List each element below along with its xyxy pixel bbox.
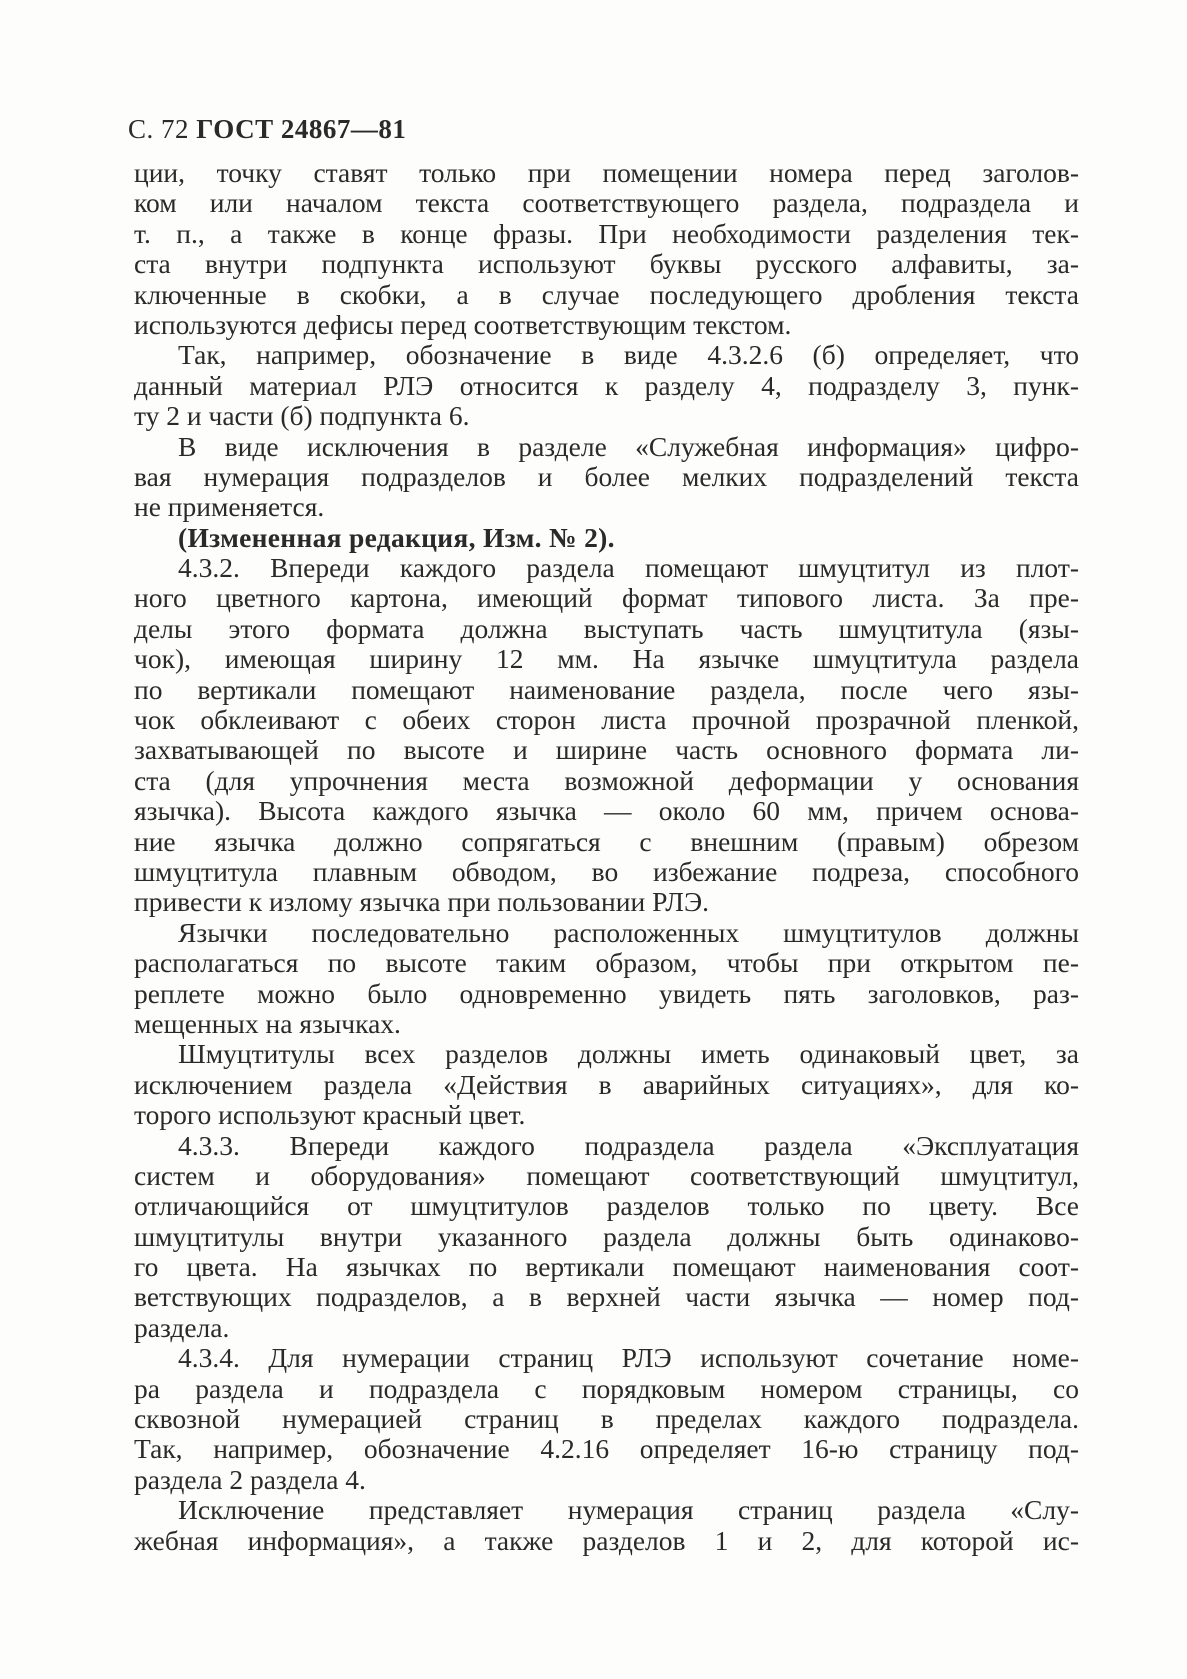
text-line: вая нумерация подразделов и более мелких подразделений текста (134, 460, 1079, 492)
text-line: 4.3.4. Для нумерации страниц РЛЭ используют сочетание номе- (178, 1342, 1079, 1374)
text-line: чок), имеющая ширину 12 мм. На язычке шмуцтитула раздела (134, 643, 1079, 675)
text-line: Шмуцтитулы всех разделов должны иметь одинаковый цвет, за (178, 1038, 1079, 1070)
text-line: Так, например, обозначение 4.2.16 определяет 16-ю страницу под- (134, 1433, 1079, 1465)
text-line: ста (для упрочнения места возможной деформации у основания (134, 764, 1079, 796)
text-line: В виде исключения в разделе «Служебная информация» цифро- (178, 430, 1079, 462)
text-line: привести к излому язычка при пользовании РЛЭ. (134, 886, 709, 918)
text-line: сквозной нумерацией страниц в пределах каждого подраздела. (134, 1403, 1079, 1435)
text-line: располагаться по высоте таким образом, чтобы при открытом пе- (134, 947, 1079, 979)
text-line: систем и оборудования» помещают соответствующий шмуцтитул, (134, 1159, 1079, 1191)
text-line: по вертикали помещают наименование раздела, после чего язы- (134, 673, 1079, 705)
text-line: 4.3.3. Впереди каждого подраздела раздела «Эксплуатация (178, 1129, 1079, 1161)
text-line: ту 2 и части (б) подпункта 6. (134, 400, 470, 432)
text-line: исключением раздела «Действия в аварийных ситуациях», для ко- (134, 1068, 1079, 1100)
text-line: ветствующих подразделов, а в верхней части язычка — номер под- (134, 1281, 1079, 1313)
text-line: данный материал РЛЭ относится к разделу 4, подразделу 3, пунк- (134, 369, 1079, 401)
text-line: жебная информация», а также разделов 1 и 2, для которой ис- (134, 1524, 1079, 1556)
text-line: шмуцтитула плавным обводом, во избежание подреза, способного (134, 855, 1079, 887)
text-line: ного цветного картона, имеющий формат типового листа. За пре- (134, 582, 1079, 614)
text-line: торого используют красный цвет. (134, 1099, 526, 1131)
text-line: ста внутри подпункта используют буквы русского алфавиты, за- (134, 248, 1079, 280)
text-line: захватывающей по высоте и ширине часть основного формата ли- (134, 734, 1079, 766)
text-line: делы этого формата должна выступать часть шмуцтитула (язы- (134, 612, 1079, 644)
standard-designation: ГОСТ 24867—81 (196, 114, 407, 144)
text-line: 4.3.2. Впереди каждого раздела помещают шмуцтитул из плот- (178, 552, 1079, 584)
text-line: го цвета. На язычках по вертикали помещают наименования соот- (134, 1251, 1079, 1283)
text-line: раздела. (134, 1311, 230, 1343)
text-line: ключенные в скобки, а в случае последующего дробления текста (134, 278, 1079, 310)
text-line: чок обклеивают с обеих сторон листа прочной прозрачной пленкой, (134, 704, 1079, 736)
text-line: ние язычка должно сопрягаться с внешним (правым) обрезом (134, 825, 1079, 857)
text-line: т. п., а также в конце фразы. При необходимости разделения тек- (134, 217, 1079, 249)
page-header (128, 114, 406, 145)
text-line: используются дефисы перед соответствующим текстом. (134, 308, 792, 340)
text-line: Так, например, обозначение в виде 4.3.2.6 (б) определяет, что (178, 339, 1079, 371)
text-line: мещенных на язычках. (134, 1007, 401, 1039)
text-line: ции, точку ставят только при помещении номера перед заголов- (134, 157, 1079, 188)
document-body (134, 158, 1079, 1556)
text-line: Исключение представляет нумерация страниц раздела «Слу- (178, 1494, 1079, 1526)
text-line: раздела 2 раздела 4. (134, 1463, 366, 1495)
text-line: ра раздела и подраздела с порядковым номером страницы, со (134, 1372, 1079, 1404)
text-line: не применяется. (134, 491, 325, 523)
text-line: Язычки последовательно расположенных шмуцтитулов должны (178, 916, 1079, 948)
page-number: С. 72 (128, 114, 190, 144)
text-line: шмуцтитулы внутри указанного раздела должны быть одинаково- (134, 1220, 1079, 1252)
text-line: ком или началом текста соответствующего раздела, подраздела и (134, 187, 1079, 219)
text-line: язычка). Высота каждого язычка — около 60 мм, причем основа- (134, 795, 1079, 827)
amendment-note: (Измененная редакция, Изм. № 2). (178, 521, 615, 553)
text-line: реплете можно было одновременно увидеть пять заголовков, раз- (134, 977, 1079, 1009)
text-line: отличающийся от шмуцтитулов разделов только по цвету. Все (134, 1190, 1079, 1222)
